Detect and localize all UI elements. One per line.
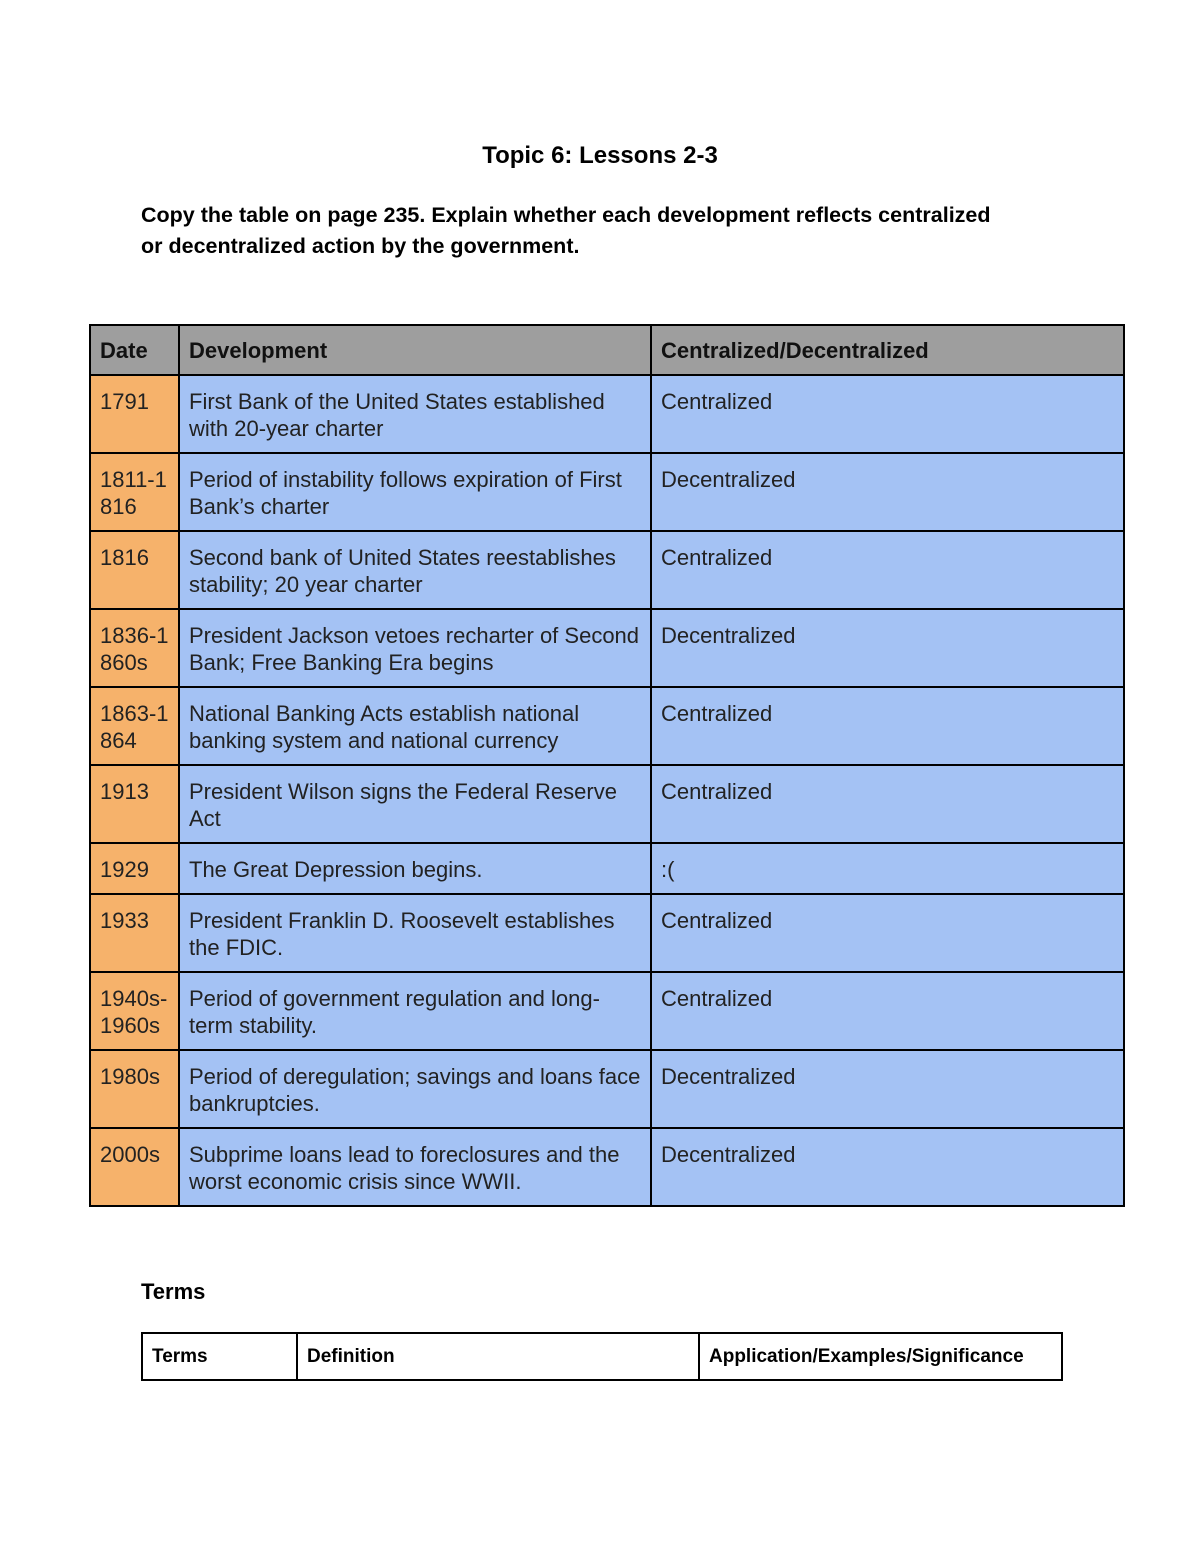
table-row xyxy=(90,609,1124,687)
table-row xyxy=(90,531,1124,609)
development-cell: President Franklin D. Roosevelt establishes the FDIC. xyxy=(179,894,651,972)
development-cell: First Bank of the United States established with 20-year charter xyxy=(179,375,651,453)
date-cell: 1940s-1960s xyxy=(90,972,179,1050)
terms-heading: Terms xyxy=(141,1279,206,1304)
classification-cell: Centralized xyxy=(651,531,1124,609)
classification-cell: Centralized xyxy=(651,765,1124,843)
banking-developments-table xyxy=(89,324,1125,1207)
development-cell: Period of government regulation and long-term stability. xyxy=(179,972,651,1050)
development-cell: Subprime loans lead to foreclosures and the worst economic crisis since WWII. xyxy=(179,1128,651,1206)
classification-cell: Centralized xyxy=(651,687,1124,765)
table-row xyxy=(90,375,1124,453)
table-row xyxy=(90,972,1124,1050)
terms-header-row xyxy=(142,1333,1062,1380)
date-cell: 2000s xyxy=(90,1128,179,1206)
table-row xyxy=(90,687,1124,765)
classification-cell: Decentralized xyxy=(651,609,1124,687)
date-cell: 1933 xyxy=(90,894,179,972)
development-cell: Period of instability follows expiration of First Bank’s charter xyxy=(179,453,651,531)
classification-cell: Centralized xyxy=(651,894,1124,972)
table-row xyxy=(90,843,1124,894)
development-cell: National Banking Acts establish national banking system and national currency xyxy=(179,687,651,765)
header-definition: Definition xyxy=(297,1333,699,1380)
date-cell: 1980s xyxy=(90,1050,179,1128)
table-row xyxy=(90,765,1124,843)
development-cell: President Jackson vetoes recharter of Second Bank; Free Banking Era begins xyxy=(179,609,651,687)
instructions-text: Copy the table on page 235. Explain whether each development reflects centralized or decentralized action by the government. xyxy=(141,203,991,258)
header-date: Date xyxy=(90,325,179,375)
classification-cell: :( xyxy=(651,843,1124,894)
development-cell: Period of deregulation; savings and loans face bankruptcies. xyxy=(179,1050,651,1128)
table-row xyxy=(90,453,1124,531)
development-cell: The Great Depression begins. xyxy=(179,843,651,894)
classification-cell: Centralized xyxy=(651,972,1124,1050)
table-row xyxy=(90,1128,1124,1206)
page-title: Topic 6: Lessons 2-3 xyxy=(482,142,718,169)
header-development: Development xyxy=(179,325,651,375)
table-header-row xyxy=(90,325,1124,375)
table-row xyxy=(90,894,1124,972)
classification-cell: Centralized xyxy=(651,375,1124,453)
classification-cell: Decentralized xyxy=(651,1050,1124,1128)
header-terms: Terms xyxy=(142,1333,297,1380)
header-classification: Centralized/Decentralized xyxy=(651,325,1124,375)
table-row xyxy=(90,1050,1124,1128)
classification-cell: Decentralized xyxy=(651,1128,1124,1206)
date-cell: 1863-1864 xyxy=(90,687,179,765)
date-cell: 1836-1860s xyxy=(90,609,179,687)
date-cell: 1913 xyxy=(90,765,179,843)
date-cell: 1791 xyxy=(90,375,179,453)
development-cell: President Wilson signs the Federal Reserve Act xyxy=(179,765,651,843)
date-cell: 1929 xyxy=(90,843,179,894)
development-cell: Second bank of United States reestablishes stability; 20 year charter xyxy=(179,531,651,609)
header-application: Application/Examples/Significance xyxy=(699,1333,1062,1380)
date-cell: 1816 xyxy=(90,531,179,609)
classification-cell: Decentralized xyxy=(651,453,1124,531)
terms-table xyxy=(141,1332,1063,1381)
date-cell: 1811-1816 xyxy=(90,453,179,531)
